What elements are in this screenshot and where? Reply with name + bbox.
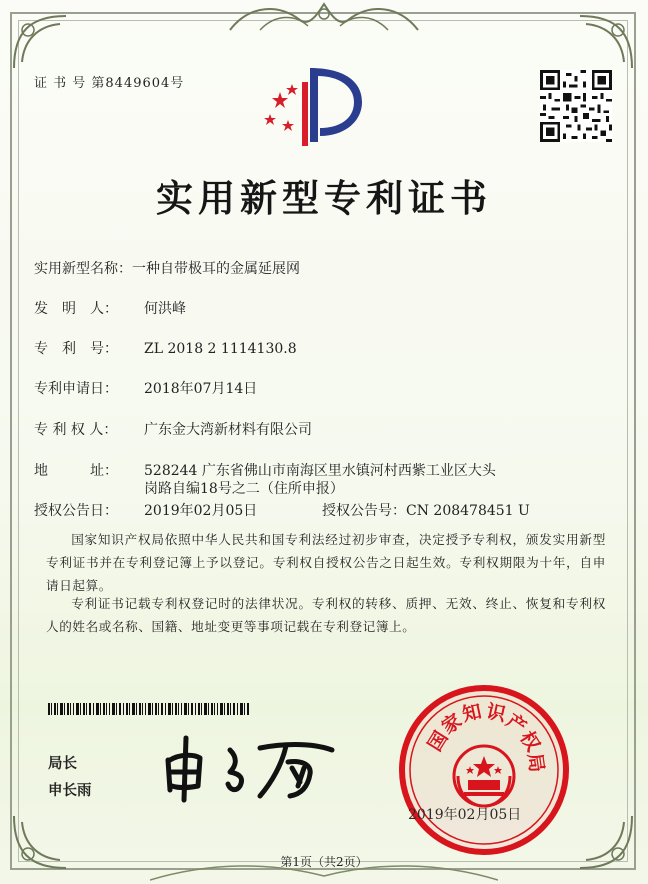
- seal-date: 2019年02月05日: [408, 807, 522, 823]
- field-value: 2019年02月05日: [144, 503, 258, 519]
- patentee-row: [34, 419, 312, 439]
- field-label: 专利申请日：: [34, 381, 118, 397]
- barcode-icon: [48, 703, 250, 715]
- svg-text:家: 家: [437, 709, 466, 739]
- utility-model-name-row: [34, 258, 300, 278]
- handwritten-signature-icon: [160, 730, 340, 805]
- address-row-line2: [144, 478, 344, 498]
- page-footer: 第1页（共2页）: [280, 855, 368, 869]
- field-label: 发 明 人：: [34, 301, 118, 317]
- field-value: 岗路自编18号之二（住所申报）: [144, 481, 344, 497]
- field-label: 授权公告号：: [322, 503, 406, 519]
- corner-ornament-icon: [10, 12, 70, 72]
- grant-date-row: [34, 500, 257, 520]
- field-value: 528244 广东省佛山市南海区里水镇河村西紫工业区大头: [144, 463, 496, 479]
- grant-number-row: [322, 500, 530, 520]
- filing-date-row: [34, 378, 257, 398]
- field-label: 专 利 权 人：: [34, 422, 118, 438]
- svg-text:识: 识: [484, 700, 508, 727]
- qr-code-icon: [540, 70, 612, 142]
- page-title: 实用新型专利证书: [156, 176, 492, 220]
- field-value: CN 208478451 U: [406, 503, 530, 519]
- director-name: 申长雨: [48, 783, 92, 799]
- director-title: 局长: [48, 756, 77, 772]
- field-value: 2018年07月14日: [144, 381, 258, 397]
- field-value: 一种自带极耳的金属延展网: [132, 261, 300, 277]
- body-paragraph-2: 专利证书记载专利权登记时的法律状况。专利权的转移、质押、无效、终止、恢复和专利权人的姓名或名称、国籍、地址变更等事项记载在专利登记簿上。: [46, 596, 606, 634]
- corner-ornament-icon: [576, 12, 636, 72]
- field-value: ZL 2018 2 1114130.8: [144, 341, 297, 357]
- certificate-number: 证 书 号 第8449604号: [34, 76, 185, 91]
- official-seal-icon: [394, 680, 574, 860]
- svg-text:国: 国: [423, 727, 453, 756]
- field-label: 实用新型名称：: [34, 261, 132, 277]
- body-paragraph-1: 国家知识产权局依照中华人民共和国专利法经过初步审查，决定授予专利权，颁发实用新型专利证书并在专利登记簿上予以登记。专利权自授权公告之日起生效。专利权期限为十年，自申请日起算。: [46, 532, 606, 593]
- field-value: 何洪峰: [144, 301, 186, 317]
- inventor-row: [34, 298, 186, 318]
- svg-text:产: 产: [502, 709, 531, 739]
- address-row: [34, 460, 496, 480]
- patent-number-row: [34, 338, 297, 358]
- svg-text:知: 知: [460, 700, 484, 727]
- svg-text:权: 权: [515, 727, 545, 756]
- field-label: 地 址：: [34, 463, 118, 479]
- cnipa-logo-icon: [258, 62, 370, 146]
- field-value: 广东金大湾新材料有限公司: [144, 422, 312, 438]
- svg-text:局: 局: [523, 751, 548, 774]
- field-label: 专 利 号：: [34, 341, 118, 357]
- top-ornament-icon: [220, 0, 428, 34]
- field-label: 授权公告日：: [34, 503, 118, 519]
